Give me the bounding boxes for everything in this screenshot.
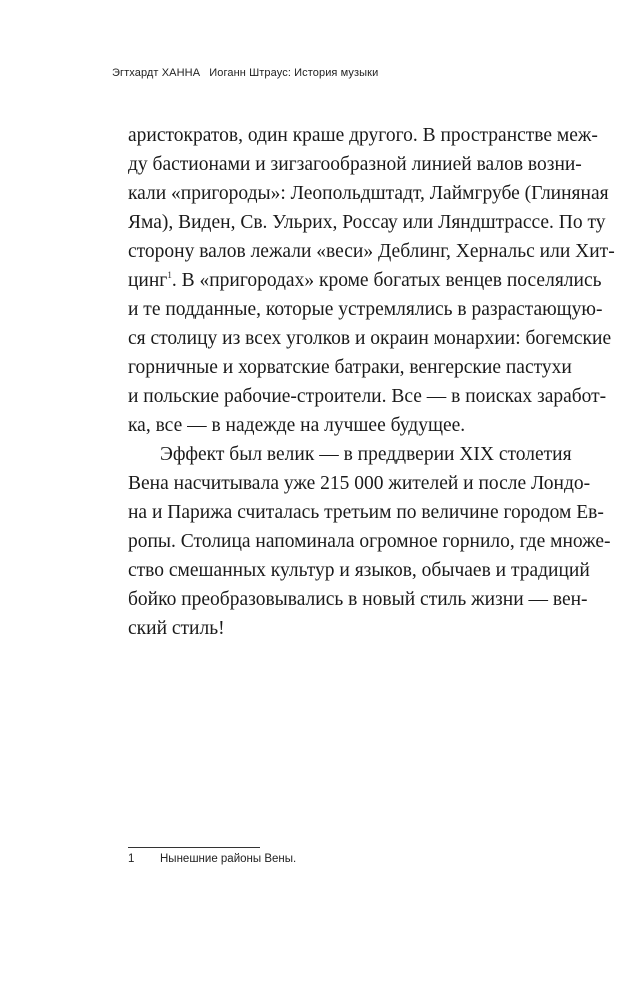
text-line: ка, все — в надежде на лучшее будущее. <box>128 415 466 436</box>
running-head-title: Иоганн Штраус: История музыки <box>209 67 379 79</box>
text-line: бойко преобразовывались в новый стиль жизни — вен- <box>128 589 588 610</box>
text-line: на и Парижа считалась третьим по величине городом Ев- <box>128 502 604 523</box>
text-line: ду бастионами и зигзагообразной линией валов возни- <box>128 154 582 175</box>
footnote-divider <box>128 847 260 848</box>
footnote-text: Нынешние районы Вены. <box>160 853 297 865</box>
text-line: ся столицу из всех уголков и окраин монархии: богемские <box>128 328 612 349</box>
text-line: аристократов, один краше другого. В пространстве меж- <box>128 125 598 146</box>
text-line: и те подданные, которые устремлялись в разрастающую- <box>128 299 603 320</box>
text-line: Вена насчитывала уже 215 000 жителей и после Лондо- <box>128 473 591 494</box>
text-line: Яма), Виден, Св. Ульрих, Россау или Ляндштрассе. По ту <box>128 212 606 233</box>
text-line: и польские рабочие-строители. Все — в поисках заработ- <box>128 386 607 407</box>
footnote <box>128 853 296 865</box>
text-line: кали «пригороды»: Леопольдштадт, Лаймгрубе (Глиняная <box>128 183 609 204</box>
text-fragment: . В «пригородах» кроме богатых венцев поселялись <box>171 270 602 291</box>
text-line: ский стиль! <box>128 618 225 639</box>
paragraph-2 <box>128 440 611 643</box>
body-text <box>128 121 615 643</box>
text-line: горничные и хорватские батраки, венгерские пастухи <box>128 357 572 378</box>
text-line: Эффект был велик — в преддверии XIX столетия <box>160 444 572 465</box>
text-line <box>128 266 602 295</box>
text-line: сторону валов лежали «веси» Деблинг, Хернальс или Хит- <box>128 241 615 262</box>
footnote-number: 1 <box>128 853 135 865</box>
paragraph-1 <box>128 121 615 440</box>
running-head <box>112 67 378 79</box>
running-head-author: Эгтхардт ХАННА <box>112 67 201 79</box>
footnote-marker: 1 <box>167 269 172 280</box>
text-line: ство смешанных культур и языков, обычаев и традиций <box>128 560 590 581</box>
text-line: ропы. Столица напоминала огромное горнило, где множе- <box>128 531 611 552</box>
text-fragment: цинг <box>128 270 168 291</box>
